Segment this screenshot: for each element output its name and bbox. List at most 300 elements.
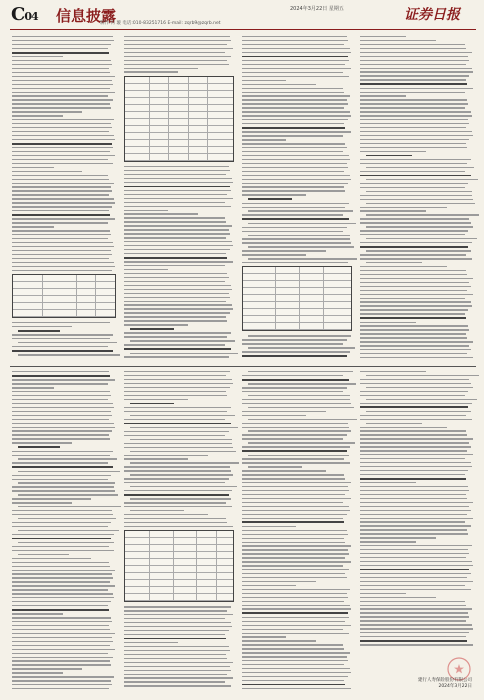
text-line (360, 83, 467, 85)
text-line (360, 462, 471, 463)
text-line (242, 498, 351, 499)
text-line (242, 660, 348, 661)
text-line (360, 383, 471, 384)
text-line (12, 179, 109, 180)
text-line (124, 638, 226, 640)
dateline: 2024年3月22日 星期五 (290, 6, 344, 12)
text-line (360, 246, 468, 248)
text-line (242, 664, 344, 665)
text-line (242, 608, 351, 609)
text-line (124, 225, 232, 226)
text-line (242, 92, 344, 93)
text-line (124, 44, 227, 45)
text-line (12, 107, 111, 108)
text-line (12, 613, 63, 614)
text-line (124, 622, 231, 623)
text-line (124, 443, 232, 444)
text-line (242, 163, 347, 164)
text-line (360, 254, 466, 255)
text-line (242, 593, 347, 594)
text-line (242, 84, 316, 85)
text-line (124, 56, 231, 57)
signature-block (418, 678, 472, 690)
text-line (248, 246, 354, 247)
text-line (360, 195, 472, 196)
text-line (242, 238, 350, 239)
text-line (12, 633, 115, 634)
column-2-lower (124, 371, 234, 689)
text-line (12, 218, 115, 219)
text-line (360, 482, 416, 483)
text-line (360, 139, 469, 140)
text-line (12, 198, 114, 199)
table-column-divider (323, 267, 324, 330)
text-line (242, 119, 348, 120)
text-line (366, 191, 472, 192)
text-line (360, 258, 472, 259)
text-line (124, 71, 178, 72)
text-line (12, 617, 111, 618)
text-line (18, 518, 116, 519)
text-line (124, 522, 227, 523)
text-line (12, 95, 108, 96)
text-line (242, 474, 344, 475)
text-line (124, 379, 232, 380)
text-line (12, 76, 115, 77)
text-line (242, 621, 345, 622)
text-line (12, 246, 114, 247)
text-line (124, 301, 226, 302)
text-line (242, 415, 306, 416)
text-line (360, 529, 467, 530)
text-line (12, 103, 110, 104)
text-line (242, 194, 306, 195)
text-line (360, 322, 416, 323)
text-line (12, 115, 63, 116)
text-line (242, 640, 316, 641)
text-line (360, 325, 468, 326)
text-line (12, 641, 113, 642)
text-line (242, 131, 351, 132)
text-line (124, 662, 233, 663)
text-line (360, 175, 471, 177)
table-row (125, 587, 233, 594)
text-line (12, 334, 113, 335)
text-line (18, 542, 114, 543)
text-line (12, 194, 109, 195)
text-line (12, 438, 110, 439)
text-line (12, 403, 113, 404)
text-line (12, 326, 72, 327)
text-line (360, 286, 471, 287)
text-line (242, 545, 351, 546)
text-line (242, 155, 349, 156)
text-line (366, 423, 422, 424)
text-line (12, 234, 111, 235)
text-line (360, 207, 447, 208)
text-line (12, 143, 112, 145)
text-line (360, 608, 472, 609)
text-line (12, 72, 110, 73)
text-line (360, 403, 472, 404)
text-line (360, 470, 468, 471)
text-line (124, 371, 230, 372)
text-line (12, 680, 111, 681)
disclosure-table (124, 76, 234, 162)
text-line (242, 391, 343, 392)
text-line (360, 329, 469, 330)
text-line (360, 151, 426, 152)
text-line (18, 482, 115, 483)
text-line (18, 506, 121, 507)
text-line (360, 357, 473, 358)
text-line (242, 514, 347, 515)
text-line (360, 466, 472, 467)
text-line (242, 478, 345, 479)
text-line (124, 312, 230, 313)
text-line (242, 218, 349, 220)
text-line (12, 210, 109, 211)
text-line (18, 330, 60, 332)
text-line (360, 147, 467, 148)
text-line (242, 95, 350, 96)
text-line (242, 423, 348, 424)
table-row (243, 295, 351, 302)
text-line (360, 88, 473, 89)
text-line (360, 345, 469, 346)
text-line (124, 518, 226, 519)
text-line (18, 342, 117, 343)
table-row (13, 275, 115, 282)
text-line (248, 223, 356, 224)
text-line (12, 262, 114, 263)
text-line (12, 266, 115, 267)
text-line (360, 349, 471, 350)
text-line (242, 351, 350, 352)
text-line (242, 262, 348, 263)
text-line (12, 605, 108, 606)
table-row (125, 84, 233, 91)
text-line (12, 399, 108, 400)
masthead-rule (10, 29, 476, 30)
text-line (360, 44, 465, 45)
text-line (12, 202, 115, 203)
text-line (242, 585, 296, 586)
disclosure-table (12, 274, 116, 318)
text-line (248, 442, 355, 443)
text-line (124, 249, 230, 250)
text-line (124, 681, 225, 682)
text-line (12, 558, 91, 559)
text-line (12, 391, 110, 392)
text-line (360, 52, 472, 53)
text-line (360, 266, 447, 267)
text-line (124, 447, 233, 448)
text-line (242, 127, 345, 129)
text-line (360, 525, 471, 526)
text-line (242, 40, 348, 41)
table-row (125, 98, 233, 105)
text-line (242, 557, 345, 558)
text-line (366, 226, 473, 227)
text-line (124, 206, 231, 207)
text-line (242, 446, 350, 447)
text-line (242, 183, 348, 184)
text-line (124, 217, 225, 218)
text-line (12, 621, 112, 622)
text-line (12, 684, 112, 685)
text-line (248, 395, 350, 396)
text-line (130, 427, 238, 428)
text-line (242, 629, 343, 630)
column-3-upper (242, 36, 352, 359)
text-line (12, 502, 72, 503)
text-line (12, 183, 114, 184)
text-line (12, 629, 110, 630)
text-line (124, 304, 232, 305)
text-line (124, 178, 232, 179)
signature-company: 建行人寿保险股份有限公司 (418, 678, 472, 683)
text-line (130, 415, 235, 416)
text-line (124, 285, 231, 286)
table-row (125, 580, 233, 587)
text-line (124, 470, 231, 471)
text-line (242, 470, 326, 471)
text-line (360, 490, 469, 491)
text-line (12, 475, 111, 476)
column-1-upper (12, 36, 116, 358)
text-line (360, 36, 406, 37)
text-line (242, 427, 349, 428)
text-line (124, 265, 225, 266)
table-column-divider (173, 531, 174, 601)
text-line (242, 601, 344, 602)
text-line (360, 644, 473, 645)
text-line (12, 430, 112, 431)
text-line (12, 84, 113, 85)
text-line (12, 550, 114, 551)
text-line (12, 427, 115, 428)
text-line (242, 684, 345, 686)
text-line (124, 273, 227, 274)
table-column-divider (76, 275, 77, 317)
text-line (360, 533, 468, 534)
text-line (360, 569, 469, 571)
text-line (124, 221, 226, 222)
text-line (124, 431, 229, 432)
text-line (242, 242, 351, 243)
text-line (360, 415, 466, 416)
text-line (360, 597, 436, 598)
text-line (360, 632, 469, 633)
text-line (360, 131, 472, 132)
text-line (360, 636, 466, 637)
text-line (12, 387, 54, 388)
text-line (360, 183, 468, 184)
text-line (360, 56, 468, 57)
text-line (124, 411, 227, 412)
section-title: 信息披露 (56, 7, 117, 25)
text-line (12, 637, 112, 638)
section-code: C04 (11, 4, 38, 25)
text-line (18, 494, 118, 495)
text-line (360, 40, 436, 41)
text-line (248, 198, 292, 200)
text-line (242, 72, 343, 73)
text-line (12, 155, 115, 156)
text-line (242, 549, 348, 550)
text-line (242, 250, 326, 251)
text-line (124, 494, 229, 496)
text-line (242, 625, 351, 626)
text-line (360, 230, 468, 231)
text-line (124, 190, 231, 191)
text-line (12, 60, 111, 61)
text-line (12, 566, 110, 567)
text-line (242, 486, 348, 487)
text-line (242, 538, 344, 539)
text-line (12, 581, 110, 582)
text-line (242, 88, 343, 89)
text-line (360, 48, 466, 49)
table-row (125, 538, 233, 545)
text-line (366, 411, 471, 412)
text-line (360, 438, 473, 439)
text-line (124, 677, 233, 678)
text-line (12, 593, 113, 594)
text-line (12, 419, 109, 420)
text-line (242, 612, 348, 614)
text-line (12, 546, 109, 547)
table-row (243, 288, 351, 295)
text-line (12, 56, 63, 57)
text-line (124, 654, 226, 655)
text-line (12, 167, 54, 168)
text-line (360, 301, 471, 302)
text-line (124, 630, 229, 631)
text-line (242, 64, 345, 65)
text-line (360, 143, 466, 144)
text-line (360, 371, 426, 372)
text-line (360, 549, 468, 550)
text-line (18, 530, 119, 531)
table-column-divider (42, 275, 43, 317)
text-line (12, 407, 114, 408)
text-line (124, 237, 226, 238)
text-line (124, 332, 231, 333)
text-line (12, 601, 111, 602)
text-line (242, 617, 349, 618)
text-line (242, 490, 349, 491)
text-line (242, 605, 350, 606)
table-row (125, 154, 233, 161)
text-line (360, 379, 469, 380)
table-row (125, 531, 233, 538)
text-line (12, 451, 113, 452)
text-line (12, 645, 110, 646)
table-row (125, 112, 233, 119)
text-line (12, 625, 109, 626)
text-line (124, 610, 227, 611)
text-line (124, 293, 229, 294)
text-line (12, 214, 110, 216)
text-line (12, 653, 108, 654)
text-line (12, 258, 109, 259)
text-line (360, 305, 472, 306)
table-row (243, 281, 351, 288)
text-line (124, 336, 227, 337)
disclosure-table (242, 266, 352, 331)
text-line (12, 175, 108, 176)
text-line (366, 203, 475, 204)
text-line (124, 316, 226, 317)
text-line (360, 337, 467, 338)
text-line (360, 541, 416, 542)
text-line (124, 375, 226, 376)
text-line (12, 597, 114, 598)
text-line (242, 403, 351, 404)
text-line (360, 506, 469, 507)
text-line (12, 522, 111, 523)
text-line (242, 60, 349, 61)
text-line (360, 514, 467, 515)
text-line (248, 371, 353, 372)
text-line (360, 222, 471, 223)
text-line (12, 415, 112, 416)
table-column-divider (168, 77, 169, 161)
table-row (125, 594, 233, 601)
text-line (130, 439, 232, 440)
text-line (124, 674, 227, 675)
text-line (360, 593, 406, 594)
text-line (130, 328, 174, 330)
text-line (242, 379, 349, 381)
text-line (242, 656, 347, 657)
text-line (242, 214, 343, 215)
text-line (360, 573, 471, 574)
text-line (12, 135, 114, 136)
text-line (12, 657, 113, 658)
text-line (366, 155, 412, 157)
text-line (242, 565, 343, 566)
text-line (124, 241, 232, 242)
text-line (360, 135, 473, 136)
text-line (124, 387, 230, 388)
text-line (12, 375, 110, 377)
text-line (242, 111, 350, 112)
text-line (124, 514, 208, 515)
disclosure-table (124, 530, 234, 602)
text-line (124, 626, 232, 627)
text-line (12, 222, 108, 223)
text-line (360, 450, 467, 451)
text-line (242, 581, 316, 582)
table-row (125, 566, 233, 573)
text-line (360, 60, 469, 61)
text-line (12, 668, 82, 669)
text-line (360, 163, 467, 164)
text-line (18, 554, 69, 555)
table-row (13, 282, 115, 289)
text-line (12, 423, 114, 424)
column-4-upper (360, 36, 474, 361)
text-line (366, 387, 473, 388)
text-line (360, 127, 466, 128)
text-line (130, 353, 238, 354)
text-line (12, 254, 112, 255)
text-line (360, 274, 467, 275)
text-line (242, 103, 348, 104)
